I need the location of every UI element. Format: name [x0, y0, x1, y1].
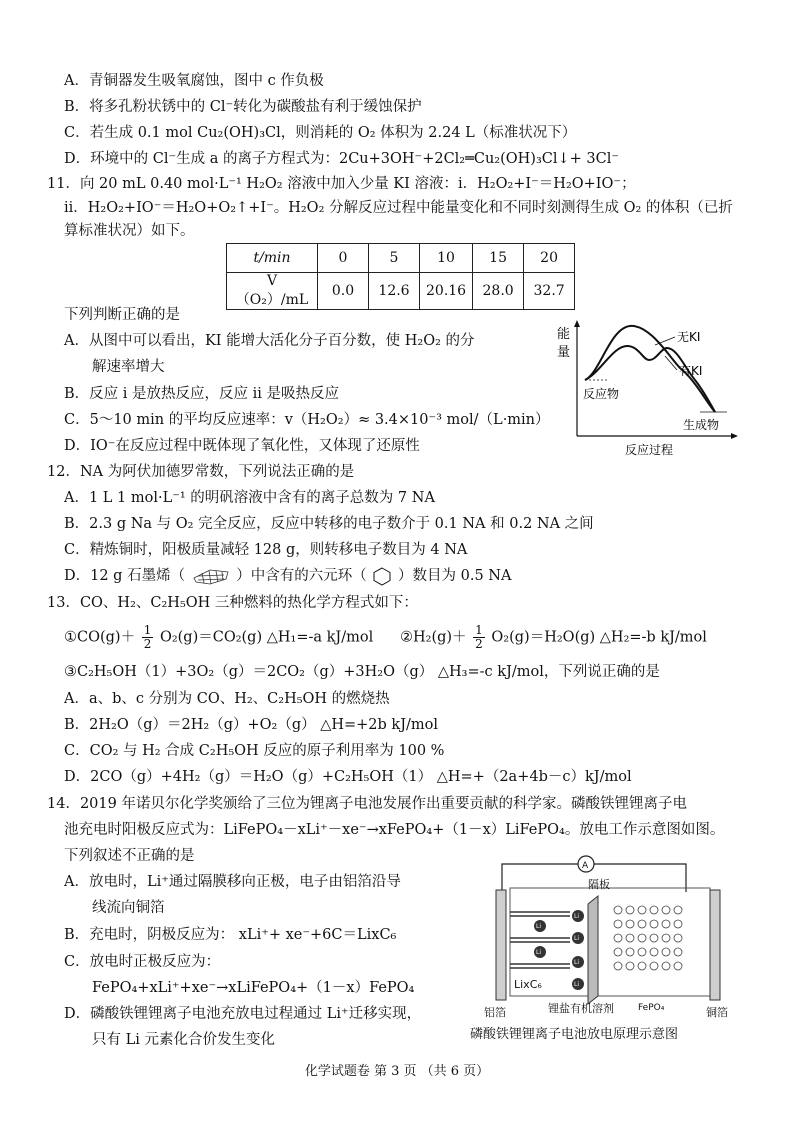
q11-option-a-line2: 解速率增大 [92, 359, 165, 375]
table-cell: 5 [369, 244, 420, 273]
q14-stem-2: 池充电时阳极反应式为：LiFePO₄－xLi⁺－xe⁻→xFePO₄+（1－x）LiFePO₄。放电工作示意图如图。 [64, 822, 725, 838]
q12-option-b: B．2.3 g Na 与 O₂ 完全反应，反应中转移的电子数介于 0.1 NA 和 0.2 NA 之间 [64, 516, 594, 532]
table-cell: 12.6 [369, 273, 420, 310]
q12-stem: 12．NA 为阿伏加德罗常数，下列说法正确的是 [47, 464, 355, 480]
q11-option-c: C．5～10 min 的平均反应速率：v（H₂O₂）≈ 3.4×10⁻³ mol/（L·min） [64, 412, 550, 428]
q11-option-b: B．反应 i 是放热反应，反应 ii 是吸热反应 [64, 386, 340, 402]
q10-option-a: A．青铜器发生吸氧腐蚀，图中 c 作负极 [64, 73, 324, 89]
li-label: Li [574, 913, 580, 920]
table-cell: t/min [227, 244, 318, 273]
li-label: Li [536, 923, 542, 930]
q14-option-d-line1: D．磷酸铁锂锂离子电池充放电过程通过 Li⁺迁移实现， [64, 1006, 422, 1022]
y-label-2: 量 [557, 345, 571, 360]
lixc6-label: LixC₆ [514, 978, 542, 991]
q10-option-c: C．若生成 0.1 mol Cu₂(OH)₃Cl，则消耗的 O₂ 体积为 2.24 L（标准状况下） [64, 125, 577, 141]
x-axis-arrow [731, 433, 738, 439]
aluminium-label: 铝箔 [484, 1006, 506, 1019]
table-cell: 15 [473, 244, 524, 273]
li-label: Li [574, 935, 580, 942]
label-product: 生成物 [683, 418, 720, 432]
q11-stem-3: 算标准状况）如下。 [64, 223, 195, 239]
table-cell: 0 [318, 244, 369, 273]
q14-option-b: B．充电时，阴极反应为： xLi⁺+ xe⁻+6C＝LixC₆ [64, 927, 397, 943]
x-label: 反应过程 [625, 443, 674, 457]
q10-option-d: D．环境中的 Cl⁻生成 a 的离子方程式为：2Cu+3OH⁻+2Cl₂═Cu₂(OH)₃Cl↓+ 3Cl⁻ [64, 151, 620, 167]
y-axis-arrow [574, 320, 580, 327]
page-footer: 化学试题卷 第 3 页 （共 6 页） [304, 1064, 490, 1079]
q14-stem-1: 14．2019 年诺贝尔化学奖颁给了三位为锂离子电池发展作出重要贡献的科学家。磷酸铁锂锂离子电 [47, 796, 687, 812]
li-label: Li [536, 949, 542, 956]
q11-stem-2: ii．H₂O₂+IO⁻＝H₂O+O₂↑+I⁻。H₂O₂ 分解反应过程中能量变化和不同时刻测得生成 O₂ 的体积（已折 [64, 200, 733, 216]
figure-caption: 磷酸铁锂锂离子电池放电原理示意图 [470, 1027, 679, 1042]
q11-stem-1: 11．向 20 mL 0.40 mol·L⁻¹ H₂O₂ 溶液中加入少量 KI 溶液：i．H₂O₂+I⁻＝H₂O+IO⁻； [47, 176, 636, 192]
q13-eq3: ③C₂H₅OH（1）+3O₂（g）＝2CO₂（g）+3H₂O（g） △H₃=-c kJ/mol，下列说正确的是 [64, 664, 660, 680]
q13-eq2-part1: ②H₂(g)＋ [400, 629, 467, 646]
label-reactant: 反应物 [583, 387, 620, 401]
q13-option-b: B．2H₂O（g）＝2H₂（g）+O₂（g） △H=+2b kJ/mol [64, 717, 439, 733]
copper-label: 铜箔 [706, 1006, 728, 1019]
q13-eq1-part2: O₂(g)＝CO₂(g) △H₁=-a kJ/mol [159, 629, 374, 646]
curve-with-ki [585, 346, 715, 412]
y-label-1: 能 [557, 327, 571, 342]
fraction-numerator: 1 [143, 623, 152, 637]
ammeter-label: A [582, 861, 589, 871]
q12-option-d-part3: ）数目为 0.5 NA [398, 568, 512, 584]
q11-prompt: 下列判断正确的是 [64, 307, 180, 323]
q13-option-c: C．CO₂ 与 H₂ 合成 C₂H₅OH 反应的原子利用率为 100 % [64, 743, 445, 759]
q11-volume-table [226, 243, 575, 310]
q12-option-d-part2: ）中含有的六元环（ [236, 568, 367, 584]
q12-option-a: A．1 L 1 mol·L⁻¹ 的明矾溶液中含有的离子总数为 7 NA [64, 490, 435, 506]
label-with-ki: 有KI [679, 364, 703, 378]
fepo4-lattice [614, 906, 682, 970]
fraction-denominator: 2 [475, 637, 483, 651]
hexagon-ring-icon [371, 566, 393, 586]
graphene-icon [190, 566, 232, 586]
separator [588, 896, 598, 1004]
fraction-half [142, 624, 154, 651]
copper-foil [710, 890, 720, 1000]
q12-option-c: C．精炼铜时，阳极质量减轻 128 g，则转移电子数目为 4 NA [64, 542, 468, 558]
q13-stem: 13．CO、H₂、C₂H₅OH 三种燃料的热化学方程式如下： [47, 595, 418, 611]
li-label: Li [574, 981, 580, 988]
fraction-half [473, 624, 485, 651]
q13-eq2-part2: O₂(g)＝H₂O(g) △H₂=-b kJ/mol [491, 629, 707, 646]
q13-eq1 [64, 624, 373, 651]
table-cell: 32.7 [524, 273, 575, 310]
separator-label: 隔板 [588, 878, 610, 891]
fraction-denominator: 2 [143, 637, 152, 651]
table-cell: V（O₂）/mL [227, 273, 318, 310]
q13-option-a: A．a、b、c 分别为 CO、H₂、C₂H₅OH 的燃烧热 [64, 691, 390, 707]
energy-diagram [555, 318, 740, 458]
battery-diagram [470, 850, 760, 1045]
q14-option-a-line2: 线流向铜箔 [92, 900, 165, 916]
q12-option-d-part1: D．12 g 石墨烯（ [64, 568, 186, 584]
q14-option-d-line2: 只有 Li 元素化合价发生变化 [92, 1032, 275, 1048]
table-cell: 20.16 [420, 273, 473, 310]
table-row [227, 273, 575, 310]
aluminium-foil [496, 890, 506, 1000]
q13-eq2 [400, 624, 707, 651]
q14-prompt: 下列叙述不正确的是 [64, 848, 195, 864]
table-cell: 20 [524, 244, 575, 273]
table-cell: 0.0 [318, 273, 369, 310]
q10-option-b: B．将多孔粉状锈中的 Cl⁻转化为碳酸盐有利于缓蚀保护 [64, 99, 422, 115]
label-no-ki: 无KI [677, 330, 701, 344]
q13-option-d: D．2CO（g）+4H₂（g）＝H₂O（g）+C₂H₅OH（1） △H=+（2a+4b－c）kJ/mol [64, 769, 632, 785]
table-row [227, 244, 575, 273]
fraction-numerator: 1 [475, 623, 483, 637]
q13-eq1-part1: ①CO(g)＋ [64, 629, 136, 646]
q14-option-c-line2: FePO₄+xLi⁺+xe⁻→xLiFePO₄+（1－x）FePO₄ [92, 980, 415, 996]
table-cell: 28.0 [473, 273, 524, 310]
q11-option-a-line1: A．从图中可以看出，KI 能增大活化分子百分数，使 H₂O₂ 的分 [64, 333, 475, 349]
electrolyte-label: 锂盐有机溶剂 [548, 1002, 614, 1015]
table-cell: 10 [420, 244, 473, 273]
q11-option-d: D．IO⁻在反应过程中既体现了氧化性，又体现了还原性 [64, 438, 420, 454]
q14-option-c-line1: C．放电时正极反应为： [64, 954, 221, 970]
q14-option-a-line1: A．放电时，Li⁺通过隔膜移向正极，电子由铝箔沿导 [64, 874, 401, 890]
fepo4-label: FePO₄ [638, 1003, 665, 1013]
q12-option-d [64, 565, 511, 587]
li-label: Li [574, 959, 580, 966]
